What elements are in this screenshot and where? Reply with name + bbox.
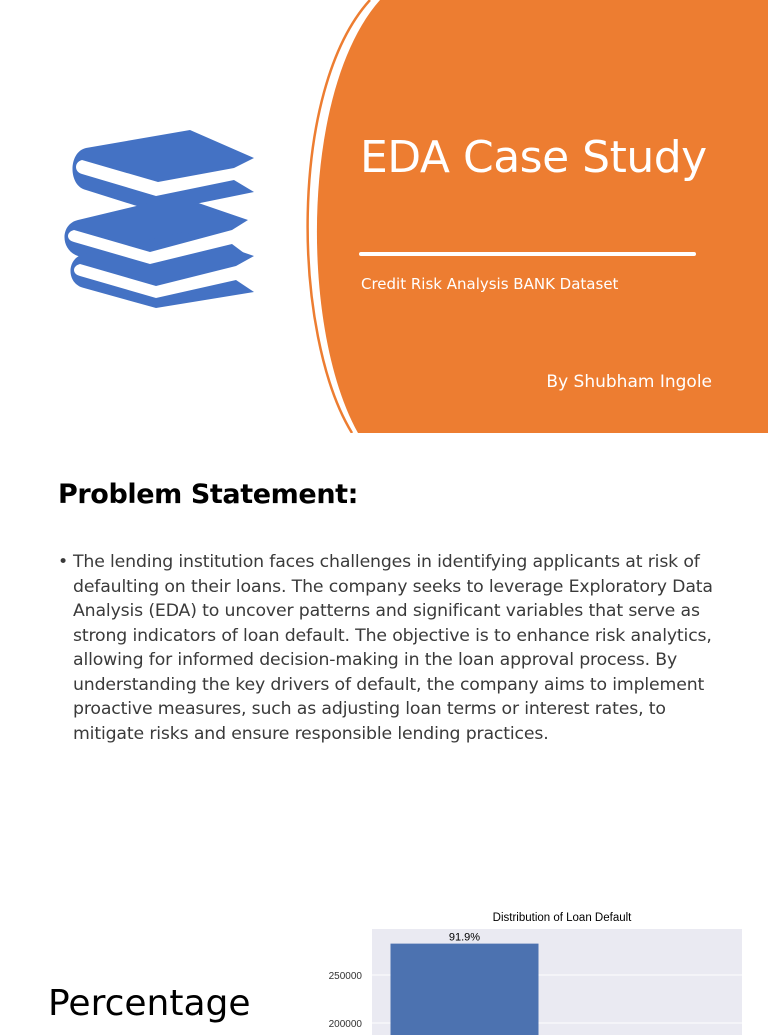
percentage-slide [0,853,768,1030]
loan-default-chart [300,905,760,1035]
bar-data-label: 91.9% [448,931,481,944]
problem-heading: Problem Statement: [58,479,359,510]
books-icon [58,128,254,308]
orange-arc-fill [317,0,768,433]
bar-0 [391,944,539,1035]
y-tick-label: 200000 [328,1019,362,1030]
problem-statement-slide [0,433,768,853]
chart-title: Distribution of Loan Default [492,912,632,924]
bullet-marker: • [58,552,69,572]
bullet-list-item [58,550,718,746]
title-slide [0,0,768,433]
slide-subtitle: Credit Risk Analysis BANK Dataset [361,275,619,293]
y-tick-label: 250000 [328,971,362,982]
title-divider [359,252,696,256]
percentage-heading: Percentage [48,983,251,1024]
problem-description: The lending institution faces challenges in identifying applicants at risk of defaulting on their loans. The company seeks to leverage Exploratory Data Analysis (EDA) to uncover patterns and significant variables that serve as strong indicators of loan default. The objective is to enhance risk analytics, allowing for informed decision-making in the loan approval process. By understanding the key drivers of default, the company aims to implement proactive measures, such as adjusting loan terms or interest rates, to mitigate risks and ensure responsible lending practices. [73,552,713,744]
author-byline: By Shubham Ingole [546,372,712,392]
slide-title: EDA Case Study [360,132,707,183]
